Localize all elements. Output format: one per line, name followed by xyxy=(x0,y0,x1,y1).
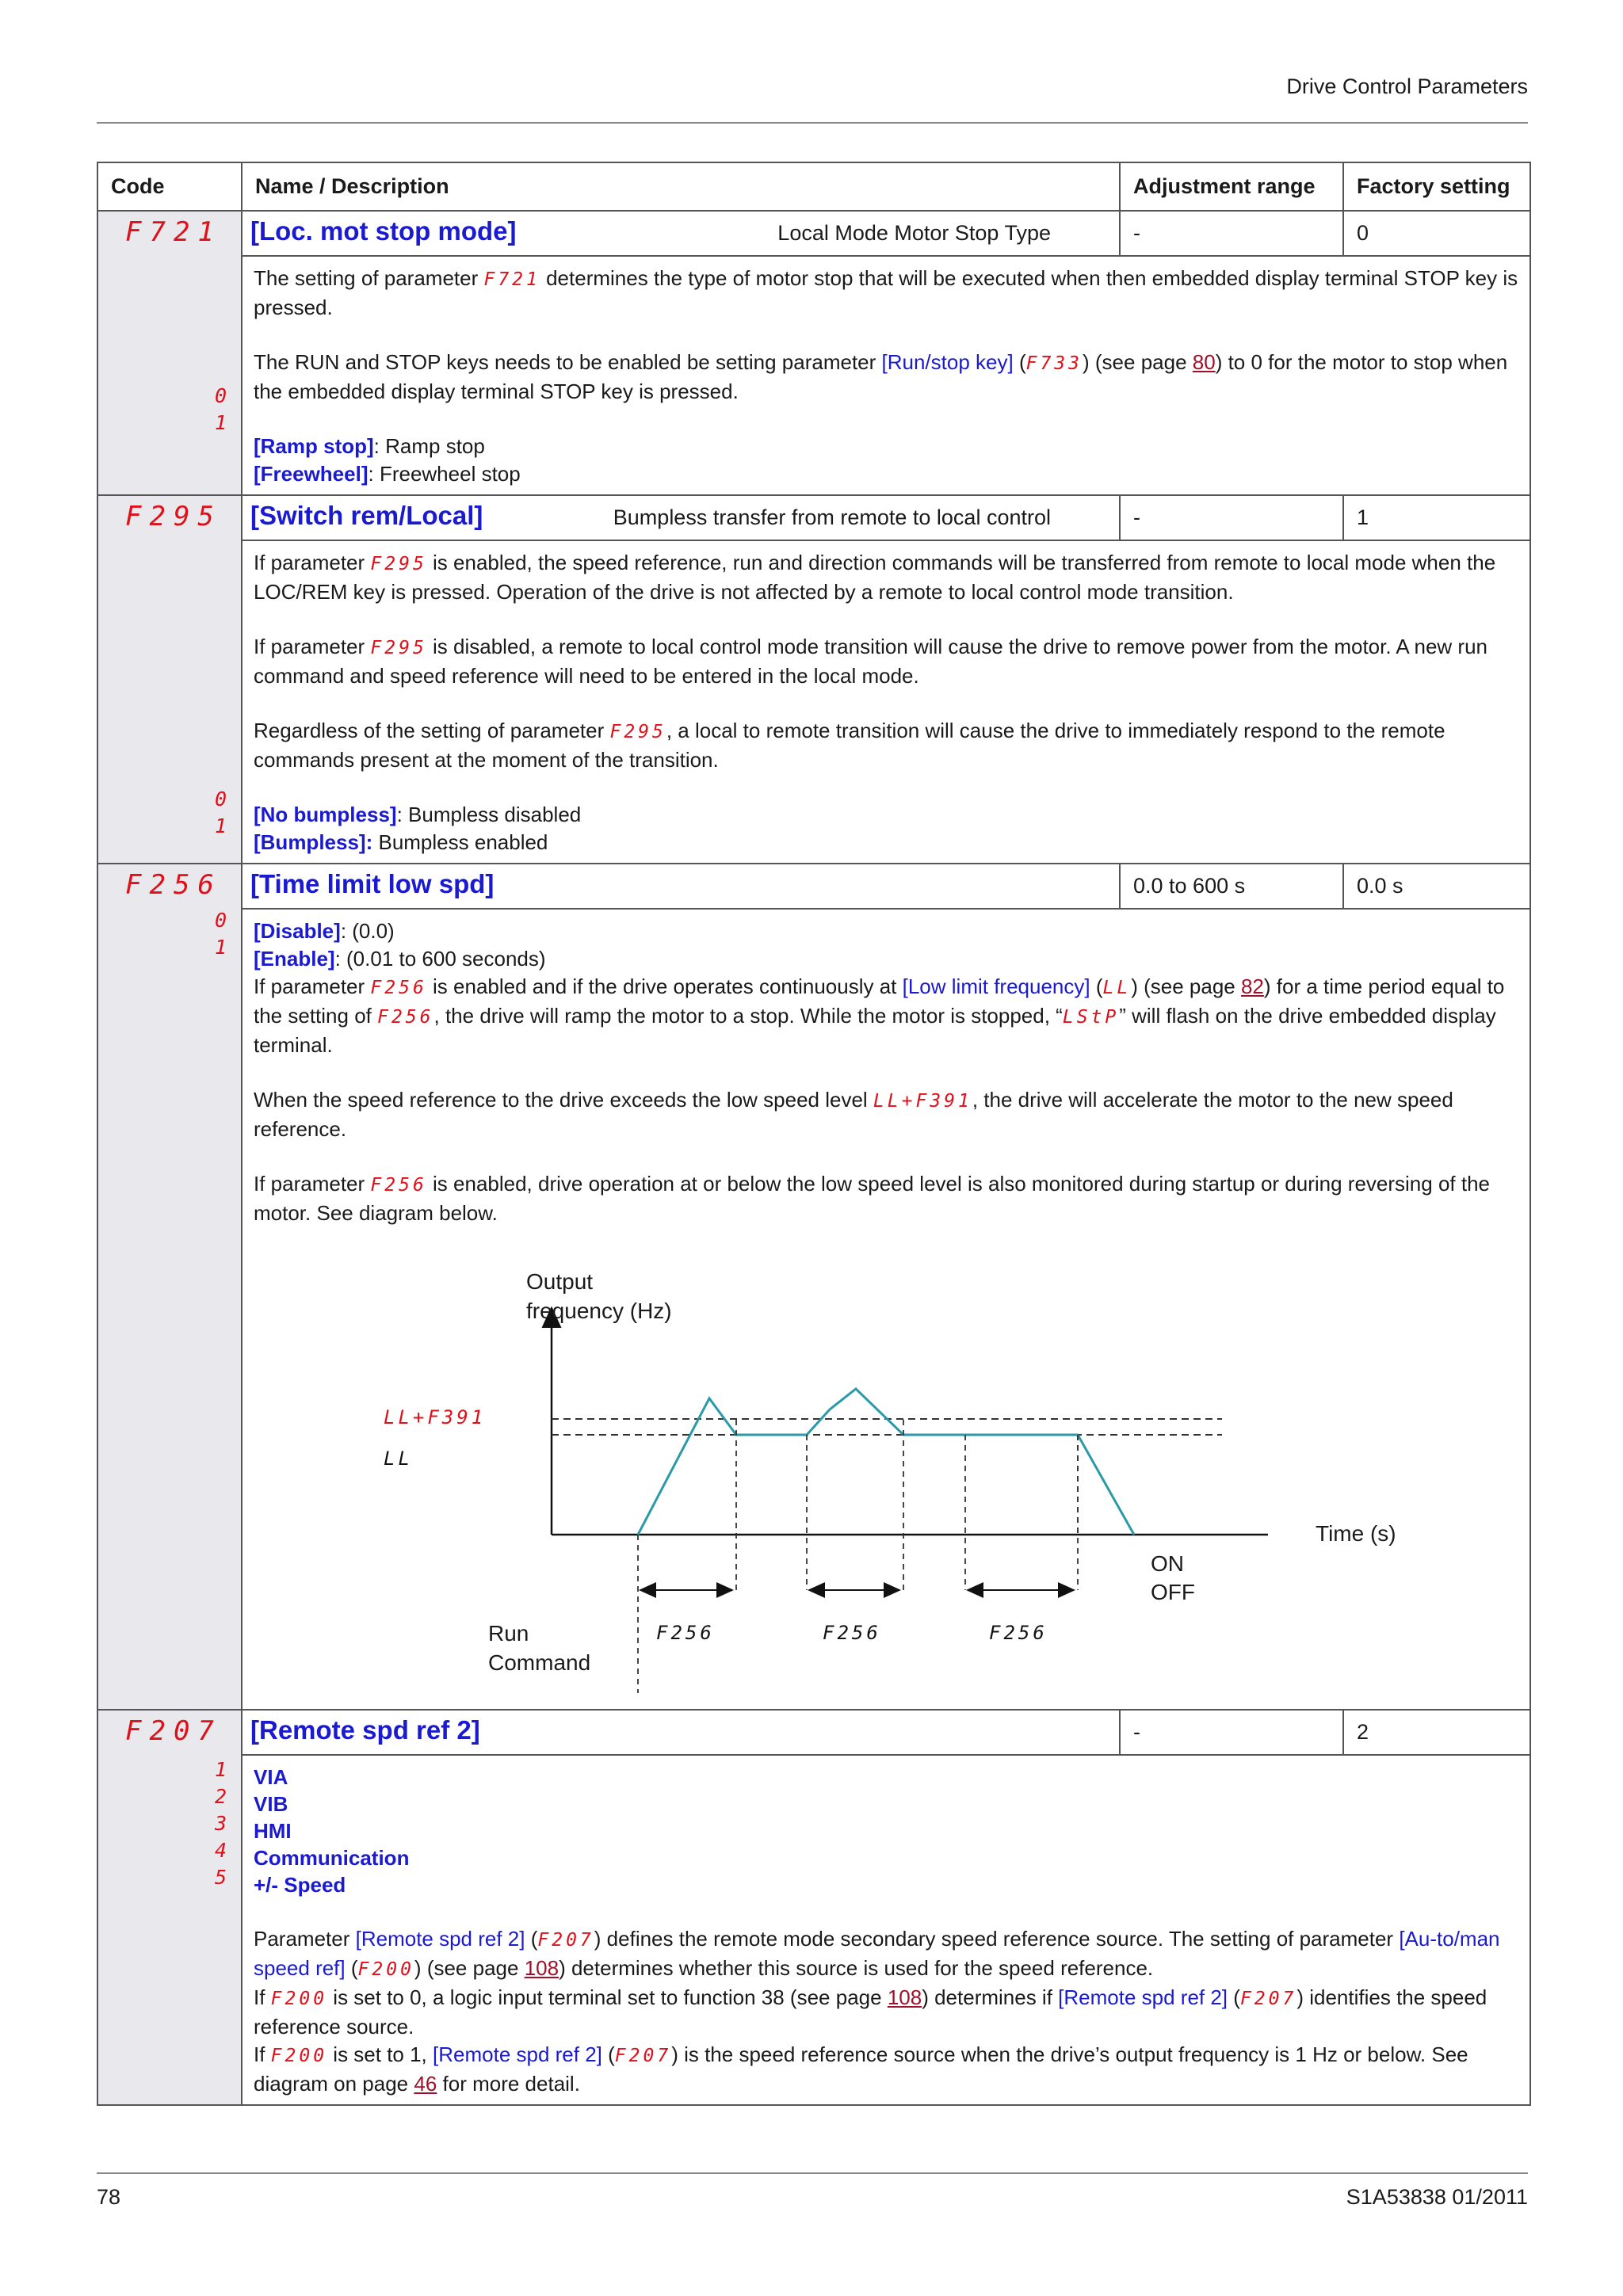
table-header-row xyxy=(97,162,1530,211)
run-on-label: ON xyxy=(1151,1551,1184,1576)
col-factory-header: Factory setting xyxy=(1343,162,1530,211)
option-label: Communication xyxy=(254,1846,410,1870)
param-short-desc: Local Mode Motor Stop Type xyxy=(777,221,1051,245)
level-low-label: LL xyxy=(384,1447,413,1470)
header-rule xyxy=(97,122,1528,124)
page-number: 78 xyxy=(97,2185,121,2209)
col-code-header: Code xyxy=(97,162,242,211)
adjustment-range: - xyxy=(1120,1710,1343,1755)
param-code: F256 xyxy=(125,869,222,901)
param-short-desc: Bumpless transfer from remote to local control xyxy=(613,505,1051,529)
param-row-f207 xyxy=(97,1710,1530,1755)
adjustment-range: - xyxy=(1120,211,1343,256)
value-code: 3 xyxy=(214,1812,227,1835)
factory-setting: 1 xyxy=(1343,495,1530,540)
page-link[interactable]: 46 xyxy=(414,2072,437,2096)
param-code: F295 xyxy=(125,501,222,532)
param-code-cell xyxy=(97,495,242,864)
param-name: [Loc. mot stop mode] xyxy=(250,216,517,246)
param-row-f721 xyxy=(97,211,1530,256)
parameters-table xyxy=(97,162,1531,2106)
param-description: [Disable]: (0.0) [Enable]: (0.01 to 600 seconds) If parameter F256 is enabled and if the drive operates continuously at [Low limit frequency] (LL) (see page 82) for a time period equal to the setting of F256, the drive will ramp the motor to a stop. While the motor is stopped, “LStP” will flash on the drive embedded display terminal. When the speed reference to the drive exceeds the low speed level LL+F391, the drive will accelerate the motor to the new speed reference. If parameter F256 is enabled, drive operation at or below the low speed level is also monitored during startup or during reversing of the motor. See diagram below. Output frequency (Hz) LL+F391 LL Time (s) ON OFF Run Command F256 F256 F256 xyxy=(242,910,1529,1709)
param-description: VIA VIB HMI Communication +/- Speed Parameter [Remote spd ref 2] (F207) defines the remote mode secondary speed reference source. The setting of parameter [Au-to/man speed ref] (F200) (see page 108) determines whether this source is used for the speed reference. If F200 is set to 0, a logic input terminal set to function 38 (see page 108) determines if [Remote spd ref 2] (F207) identifies the speed reference source. If F200 is set to 1, [Remote spd ref 2] (F207) is the speed reference source when the drive’s output frequency is 1 Hz or below. See diagram on page 46 for more detail. xyxy=(254,1765,1500,2096)
page-header-title: Drive Control Parameters xyxy=(1286,74,1528,98)
timer-label: F256 xyxy=(989,1622,1048,1644)
document-reference: S1A53838 01/2011 xyxy=(1346,2185,1528,2209)
value-code: 1 xyxy=(214,936,227,959)
value-code: 1 xyxy=(214,411,227,434)
event-guides xyxy=(638,1420,1078,1693)
value-code: 0 xyxy=(214,909,227,932)
value-code: 2 xyxy=(214,1785,227,1808)
param-name: [Switch rem/Local] xyxy=(250,501,483,530)
page-link[interactable]: 82 xyxy=(1240,974,1264,998)
output-frequency-line xyxy=(638,1389,1134,1535)
param-name: [Time limit low spd] xyxy=(250,869,495,898)
link-auto-man-speed-ref[interactable]: [Au-to/man speed ref] xyxy=(254,1927,1500,1980)
value-code: 5 xyxy=(214,1866,227,1889)
link-remote-spd-ref-2[interactable]: [Remote spd ref 2] xyxy=(1058,1985,1228,2009)
link-run-stop-key[interactable]: [Run/stop key] xyxy=(881,350,1014,374)
timer-label: F256 xyxy=(656,1622,715,1644)
page-link[interactable]: 80 xyxy=(1192,350,1216,374)
param-row-f256 xyxy=(97,864,1530,909)
param-name: [Remote spd ref 2] xyxy=(250,1715,480,1745)
param-description: If parameter F295 is enabled, the speed reference, run and direction commands will be transferred from remote to local mode when the LOC/REM key is pressed. Operation of the drive is not affected by a remote to local control mode transition. If parameter F295 is disabled, a remote to local control mode transition will cause the drive to remove power from the motor. A new run command and speed reference will need to be entered in the local mode. Regardless of the setting of parameter F295, a local to remote transition will cause the drive to immediately respond to the remote commands present at the moment of the transition. [No bumpless]: Bumpless disabled [Bumpless]: Bumpless enabled xyxy=(254,551,1496,854)
option-label: VIA xyxy=(254,1765,288,1789)
low-speed-timing-diagram xyxy=(254,1240,1518,1707)
param-description: The setting of parameter F721 determines the type of motor stop that will be executed when then embedded display terminal STOP key is pressed. The RUN and STOP keys needs to be enabled be setting parameter [Run/stop key] (F733) (see page 80) to 0 for the motor to stop when the embedded display terminal STOP key is pressed. [Ramp stop]: Ramp stop [Freewheel]: Freewheel stop xyxy=(254,266,1518,486)
param-code-cell xyxy=(97,1710,242,2105)
x-axis-label: Time (s) xyxy=(1316,1521,1396,1546)
param-code-cell xyxy=(97,211,242,495)
value-code: 4 xyxy=(214,1839,227,1862)
timer-label: F256 xyxy=(823,1622,881,1644)
adjustment-range: - xyxy=(1120,495,1343,540)
page-link[interactable]: 108 xyxy=(887,1985,922,2009)
page-link[interactable]: 108 xyxy=(524,1956,559,1980)
link-remote-spd-ref-2[interactable]: [Remote spd ref 2] xyxy=(433,2042,602,2066)
param-row-f295 xyxy=(97,495,1530,540)
y-axis-label: Output frequency (Hz) xyxy=(526,1269,672,1323)
col-name-header: Name / Description xyxy=(242,162,1120,211)
col-range-header: Adjustment range xyxy=(1120,162,1343,211)
factory-setting: 0 xyxy=(1343,211,1530,256)
link-low-limit-frequency[interactable]: [Low limit frequency] xyxy=(902,974,1090,998)
adjustment-range: 0.0 to 600 s xyxy=(1120,864,1343,909)
value-code: 1 xyxy=(214,1758,227,1781)
param-code: F721 xyxy=(125,216,222,248)
level-high-label: LL+F391 xyxy=(384,1406,487,1428)
value-code: 0 xyxy=(214,384,227,407)
factory-setting: 2 xyxy=(1343,1710,1530,1755)
run-off-label: OFF xyxy=(1151,1580,1195,1604)
link-remote-spd-ref-2[interactable]: [Remote spd ref 2] xyxy=(355,1927,525,1951)
option-label: VIB xyxy=(254,1792,288,1816)
value-code: 1 xyxy=(214,814,227,837)
option-label: +/- Speed xyxy=(254,1873,346,1897)
option-label: HMI xyxy=(254,1819,292,1843)
value-code: 0 xyxy=(214,788,227,810)
factory-setting: 0.0 s xyxy=(1343,864,1530,909)
diagram-svg xyxy=(254,1240,1268,1707)
param-code-cell xyxy=(97,864,242,1710)
run-command-label: Run Command xyxy=(488,1621,591,1675)
footer-rule xyxy=(97,2172,1528,2174)
param-code: F207 xyxy=(125,1715,222,1747)
